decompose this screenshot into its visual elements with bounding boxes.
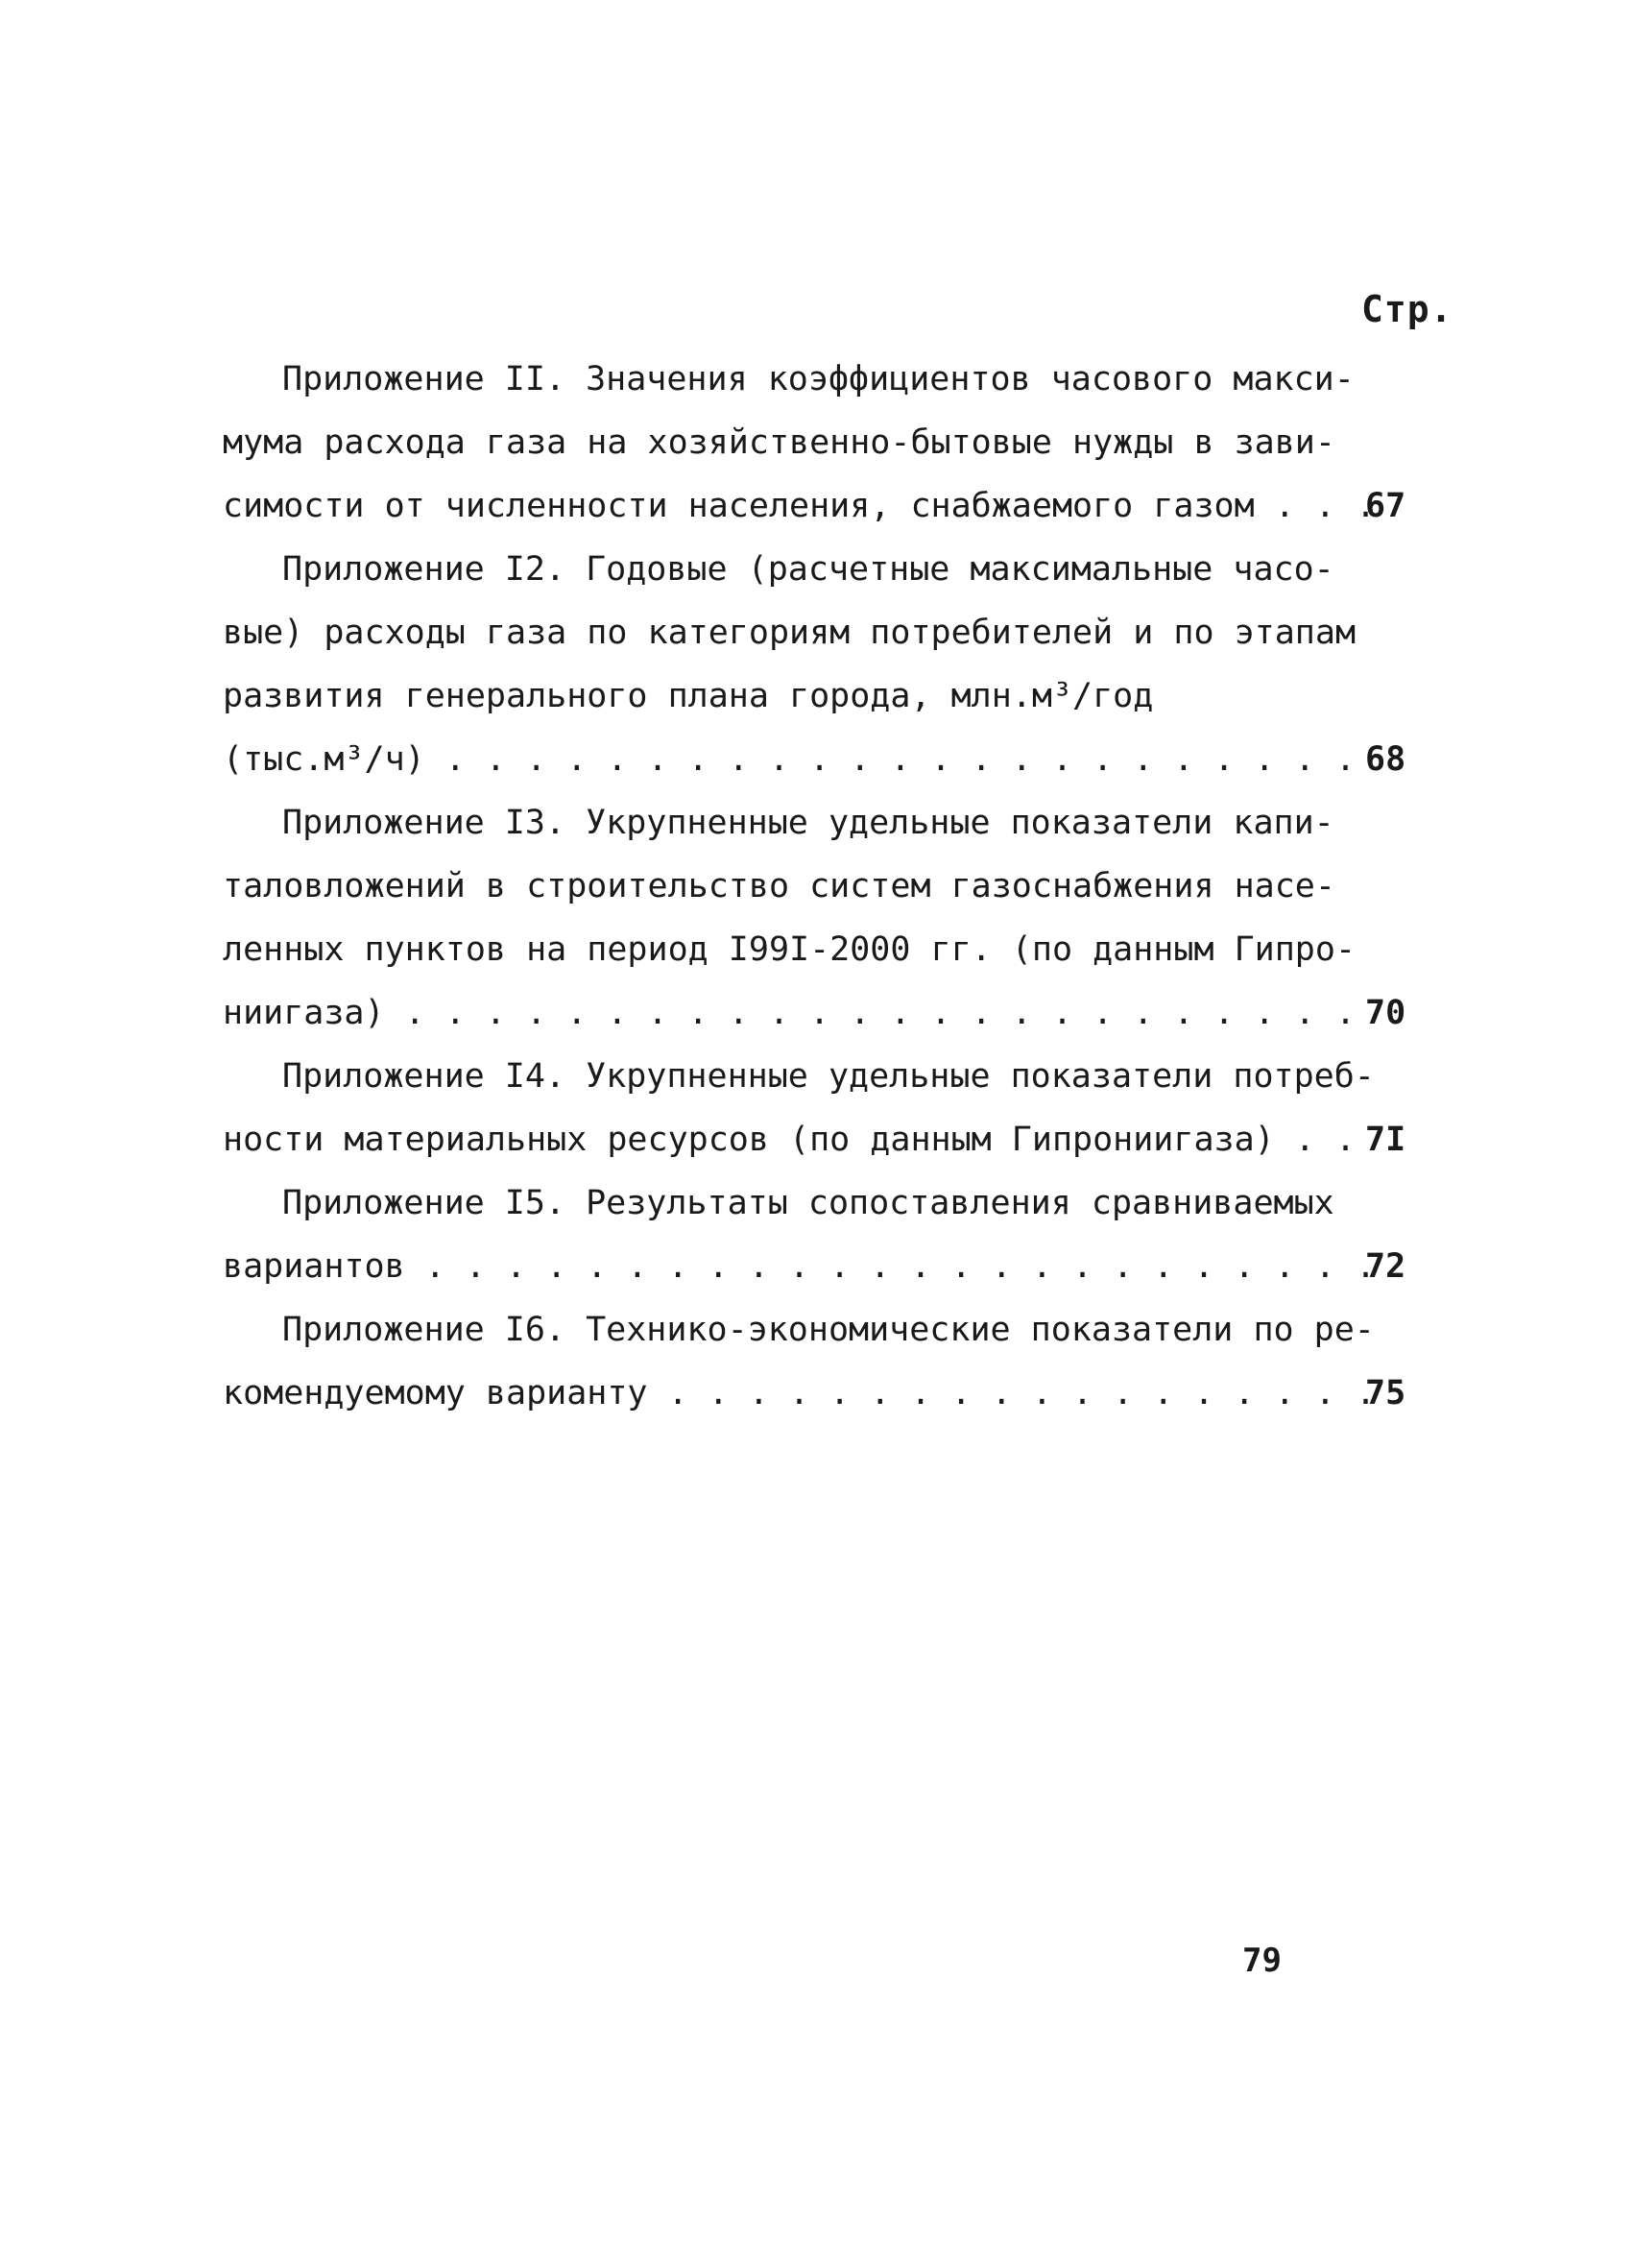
toc-entry-appendix-16 bbox=[223, 1298, 1442, 1425]
toc-entry-appendix-12 bbox=[223, 538, 1442, 791]
toc-line bbox=[223, 855, 1442, 918]
toc-line bbox=[223, 1298, 1442, 1362]
toc-line bbox=[223, 791, 1442, 855]
toc-line-text: мума расхода газа на хозяйственно-бытовые нужды в зави- bbox=[223, 423, 1335, 462]
table-of-contents bbox=[223, 348, 1442, 1425]
toc-line-text: (тыс.м³/ч) . . . . . . . . . . . . . . . . . . . . . . . bbox=[223, 740, 1357, 779]
toc-line bbox=[223, 664, 1442, 728]
toc-line-text: симости от численности населения, снабжаемого газом . . . bbox=[223, 487, 1377, 525]
toc-page-number: 68 bbox=[1365, 740, 1406, 779]
toc-line-text: Приложение I2. Годовые (расчетные максимальные часо- bbox=[282, 550, 1334, 589]
toc-entry-appendix-14 bbox=[223, 1045, 1442, 1171]
toc-line-text: Приложение I3. Укрупненные удельные показатели капи- bbox=[282, 804, 1334, 842]
toc-line-text: вариантов . . . . . . . . . . . . . . . . . . . . . . . . bbox=[223, 1247, 1377, 1286]
toc-entry-appendix-13 bbox=[223, 791, 1442, 1045]
toc-line bbox=[223, 538, 1442, 601]
toc-line bbox=[223, 1171, 1442, 1235]
toc-entry-appendix-11 bbox=[223, 348, 1442, 538]
toc-line bbox=[223, 1108, 1442, 1171]
toc-line-text: ниигаза) . . . . . . . . . . . . . . . . . . . . . . . . bbox=[223, 994, 1357, 1032]
toc-page-number: 72 bbox=[1365, 1247, 1406, 1286]
page-number: 79 bbox=[1242, 1942, 1282, 1980]
toc-page-number: 7I bbox=[1365, 1121, 1406, 1159]
toc-line bbox=[223, 348, 1442, 411]
toc-line bbox=[223, 918, 1442, 981]
toc-line-text: ности материальных ресурсов (по данным Гипрониигаза) . . bbox=[223, 1121, 1357, 1159]
toc-line-text: вые) расходы газа по категориям потребителей и по этапам bbox=[223, 614, 1357, 652]
toc-line bbox=[223, 1235, 1442, 1298]
toc-line bbox=[223, 981, 1442, 1045]
toc-line-text: Приложение I6. Технико-экономические показатели по ре- bbox=[282, 1311, 1375, 1349]
toc-line bbox=[223, 1045, 1442, 1108]
toc-line-text: ленных пунктов на период I99I-2000 гг. (по данным Гипро- bbox=[223, 930, 1357, 969]
toc-line bbox=[223, 411, 1442, 474]
toc-line bbox=[223, 728, 1442, 791]
toc-line bbox=[223, 601, 1442, 664]
toc-line-text: Приложение II. Значения коэффициентов часового макси- bbox=[282, 360, 1355, 398]
toc-line-text: Приложение I4. Укрупненные удельные показатели потреб- bbox=[282, 1057, 1375, 1096]
toc-line bbox=[223, 1362, 1442, 1425]
toc-page-number: 67 bbox=[1365, 487, 1406, 525]
toc-line-text: комендуемому варианту . . . . . . . . . . . . . . . . . . bbox=[223, 1374, 1377, 1412]
toc-page-number: 70 bbox=[1365, 994, 1406, 1032]
toc-page-number: 75 bbox=[1365, 1374, 1406, 1412]
toc-line-text: таловложений в строительство систем газоснабжения насе- bbox=[223, 867, 1335, 905]
page-column-header: Стр. bbox=[1361, 288, 1453, 330]
toc-line-text: Приложение I5. Результаты сопоставления сравниваемых bbox=[282, 1184, 1334, 1222]
toc-line-text: развития генерального плана города, млн.м³/год bbox=[223, 677, 1154, 715]
toc-entry-appendix-15 bbox=[223, 1171, 1442, 1298]
toc-line bbox=[223, 474, 1442, 538]
